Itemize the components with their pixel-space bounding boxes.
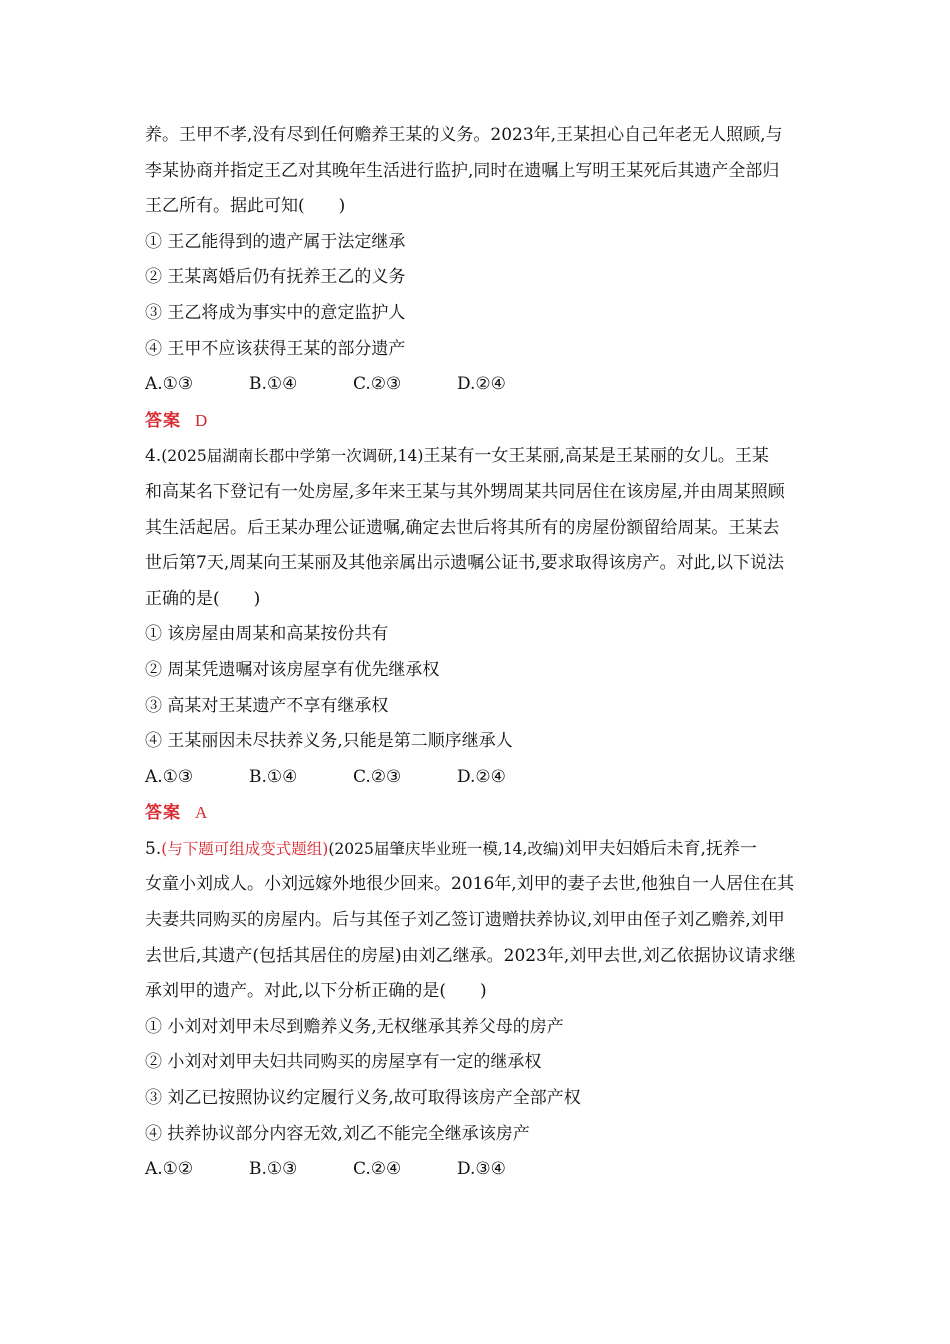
statement-item: ① 该房屋由周某和高某按份共有 <box>145 624 389 645</box>
question-source: (2025届湖南长郡中学第一次调研,14) <box>161 447 424 466</box>
option-c: C.②③ <box>353 374 402 395</box>
question-text-line: 去世后,其遗产(包括其居住的房屋)由刘乙继承。2023年,刘甲去世,刘乙依据协议请求继 <box>145 945 796 966</box>
statement-item: ① 小刘对刘甲未尽到赡养义务,无权继承其养父母的房产 <box>145 1016 564 1037</box>
statement-item: ② 王某离婚后仍有抚养王乙的义务 <box>145 267 406 288</box>
option-b: B.①④ <box>249 374 298 395</box>
question-tag: (与下题可组成变式题组) <box>161 839 329 858</box>
statement-item: ① 王乙能得到的遗产属于法定继承 <box>145 231 406 252</box>
question-4 <box>145 439 815 832</box>
question-text-line: 和高某名下登记有一处房屋,多年来王某与其外甥周某共同居住在该房屋,并由周某照顾 <box>145 481 785 502</box>
answer-options <box>145 367 815 403</box>
answer-label: 答案 <box>145 410 181 431</box>
statement-item: ④ 王甲不应该获得王某的部分遗产 <box>145 338 406 359</box>
question-text-line <box>145 832 815 868</box>
question-text-line: 正确的是( ) <box>145 588 261 609</box>
answer-line <box>145 403 815 440</box>
option-a: A.①③ <box>145 374 194 395</box>
question-text-line: 承刘甲的遗产。对此,以下分析正确的是( ) <box>145 981 487 1002</box>
question-text-line: 王乙所有。据此可知( ) <box>145 196 346 217</box>
option-b: B.①④ <box>249 766 298 787</box>
question-text-line: 养。王甲不孝,没有尽到任何赡养王某的义务。2023年,王某担心自己年老无人照顾,与 <box>145 125 783 145</box>
statement-item: ④ 王某丽因未尽扶养义务,只能是第二顺序继承人 <box>145 731 513 752</box>
question-text: 刘甲夫妇婚后未育,抚养一 <box>564 838 757 859</box>
document-page <box>145 118 815 1188</box>
question-text-line: 夫妻共同购买的房屋内。后与其侄子刘乙签订遗赠扶养协议,刘甲由侄子刘乙赡养,刘甲 <box>145 910 785 931</box>
question-text-line: 女童小刘成人。小刘远嫁外地很少回来。2016年,刘甲的妻子去世,他独自一人居住在其 <box>145 874 795 895</box>
option-c: C.②③ <box>353 766 402 787</box>
question-number: 5. <box>145 838 162 859</box>
option-d: D.③④ <box>457 1159 506 1180</box>
option-a: A.①② <box>145 1159 194 1180</box>
question-3 <box>145 118 815 439</box>
statement-item: ② 周某凭遗嘱对该房屋享有优先继承权 <box>145 659 440 680</box>
statement-item: ③ 高某对王某遗产不享有继承权 <box>145 695 389 716</box>
answer-line <box>145 795 815 832</box>
answer-label: 答案 <box>145 803 181 824</box>
question-5 <box>145 832 815 1188</box>
option-c: C.②④ <box>353 1159 402 1180</box>
question-text-line: 其生活起居。后王某办理公证遗嘱,确定去世后将其所有的房屋份额留给周某。王某去 <box>145 517 780 538</box>
statement-item: ③ 刘乙已按照协议约定履行义务,故可取得该房产全部产权 <box>145 1088 581 1109</box>
statement-item: ④ 扶养协议部分内容无效,刘乙不能完全继承该房产 <box>145 1123 530 1144</box>
option-d: D.②④ <box>457 766 506 787</box>
answer-options <box>145 1152 815 1188</box>
answer-options <box>145 760 815 796</box>
statement-item: ③ 王乙将成为事实中的意定监护人 <box>145 302 406 323</box>
question-text-line <box>145 439 815 475</box>
answer-value: A <box>195 803 208 823</box>
question-text-line: 世后第7天,周某向王某丽及其他亲属出示遗嘱公证书,要求取得该房产。对此,以下说法 <box>145 553 785 574</box>
option-b: B.①③ <box>249 1159 298 1180</box>
answer-value: D <box>195 410 208 430</box>
question-number: 4. <box>145 446 162 467</box>
question-text: 王某有一女王某丽,高某是王某丽的女儿。王某 <box>423 446 769 467</box>
option-d: D.②④ <box>457 374 506 395</box>
question-text-line: 李某协商并指定王乙对其晚年生活进行监护,同时在遗嘱上写明王某死后其遗产全部归 <box>145 160 780 181</box>
question-source: (2025届肇庆毕业班一模,14,改编) <box>328 839 565 858</box>
statement-item: ② 小刘对刘甲夫妇共同购买的房屋享有一定的继承权 <box>145 1052 542 1073</box>
option-a: A.①③ <box>145 766 194 787</box>
